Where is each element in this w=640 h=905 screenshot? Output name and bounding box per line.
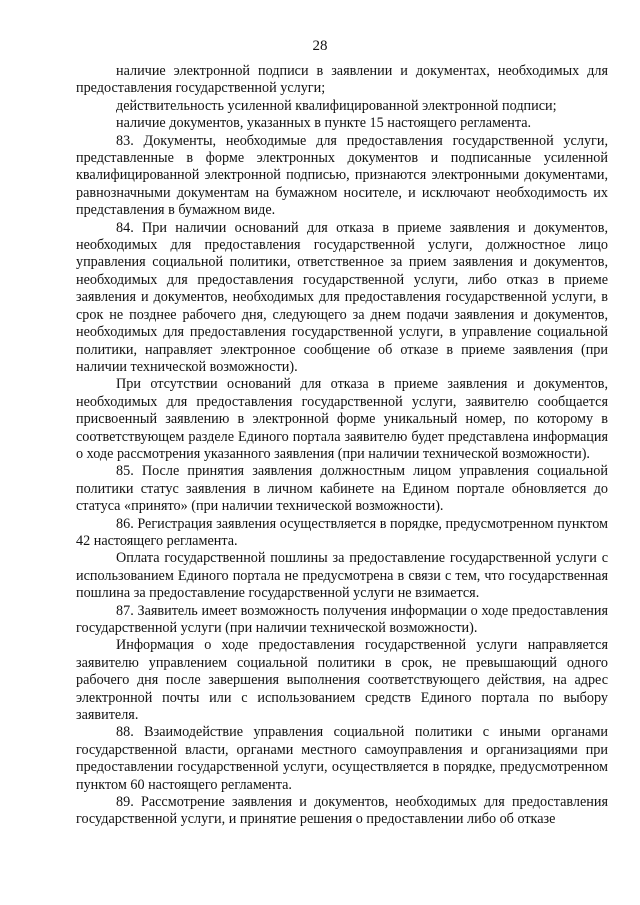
page-number: 28 (312, 38, 328, 54)
paragraph: 86. Регистрация заявления осуществляется в порядке, предусмотренном пунктом 42 настоящего регламента. (76, 515, 608, 549)
paragraph: наличие электронной подписи в заявлении и документах, необходимых для предоставления государственной услуги; (76, 63, 608, 97)
paragraph: 83. Документы, необходимые для предоставления государственной услуги, представленные в форме электронных документов и подписанные усиленной квалифицированной электронной подписью, признаются электронными документами, равнозначными документам на бумажном носителе, и исключают необходимость их представления в бумажном виде. (76, 132, 608, 219)
paragraph: 89. Рассмотрение заявления и документов, необходимых для предоставления государственной услуги, и принятие решения о предоставлении либо об отказе (76, 794, 608, 828)
paragraph: действительность усиленной квалифицированной электронной подписи; (116, 97, 557, 114)
document-body (76, 63, 608, 829)
paragraph: Оплата государственной пошлины за предоставление государственной услуги с использованием Единого портала не предусмотрена в связи с тем, что государственная пошлина за предоставление государственной услуги не взимается. (76, 550, 608, 602)
paragraph: 84. При наличии оснований для отказа в приеме заявления и документов, необходимых для предоставления государственной услуги, должностное лицо управления социальной политики, ответственное за прием заявления и документов, необходимых для предоставления государственной услуги, либо отказ в приеме заявления и документов, необходимых для предоставления государственной услуги, в срок не позднее рабочего дня, следующего за днем подачи заявления и документов, необходимых для предоставления государственной услуги, в управление социальной политики, направляет электронное сообщение об отказе в приеме заявления (при наличии технической возможности). (76, 219, 608, 375)
paragraph: 88. Взаимодействие управления социальной политики с иными органами государственной власти, органами местного самоуправления и организациями при предоставлении государственной услуги, осуществляется в порядке, предусмотренном пунктом 60 настоящего регламента. (76, 724, 608, 793)
paragraph: 85. После принятия заявления должностным лицом управления социальной политики статус заявления в личном кабинете на Едином портале обновляется до статуса «принято» (при наличии технической возможности). (76, 463, 608, 515)
paragraph: 87. Заявитель имеет возможность получения информации о ходе предоставления государственной услуги (при наличии технической возможности). (76, 602, 608, 636)
paragraph: При отсутствии оснований для отказа в приеме заявления и документов, необходимых для предоставления государственной услуги, заявителю сообщается присвоенный заявлению в электронной форме уникальный номер, по которому в соответствующем разделе Единого портала заявителю будет представлена информация о ходе рассмотрения указанного заявления (при наличии технической возможности). (76, 376, 608, 462)
paragraph: Информация о ходе предоставления государственной услуги направляется заявителю управлением социальной политики в срок, не превышающий одного рабочего дня после завершения выполнения соответствующего действия, на адрес электронной почты или с использованием средств Единого портала по выбору заявителя. (76, 637, 608, 724)
paragraph: наличие документов, указанных в пункте 15 настоящего регламента. (116, 115, 532, 132)
